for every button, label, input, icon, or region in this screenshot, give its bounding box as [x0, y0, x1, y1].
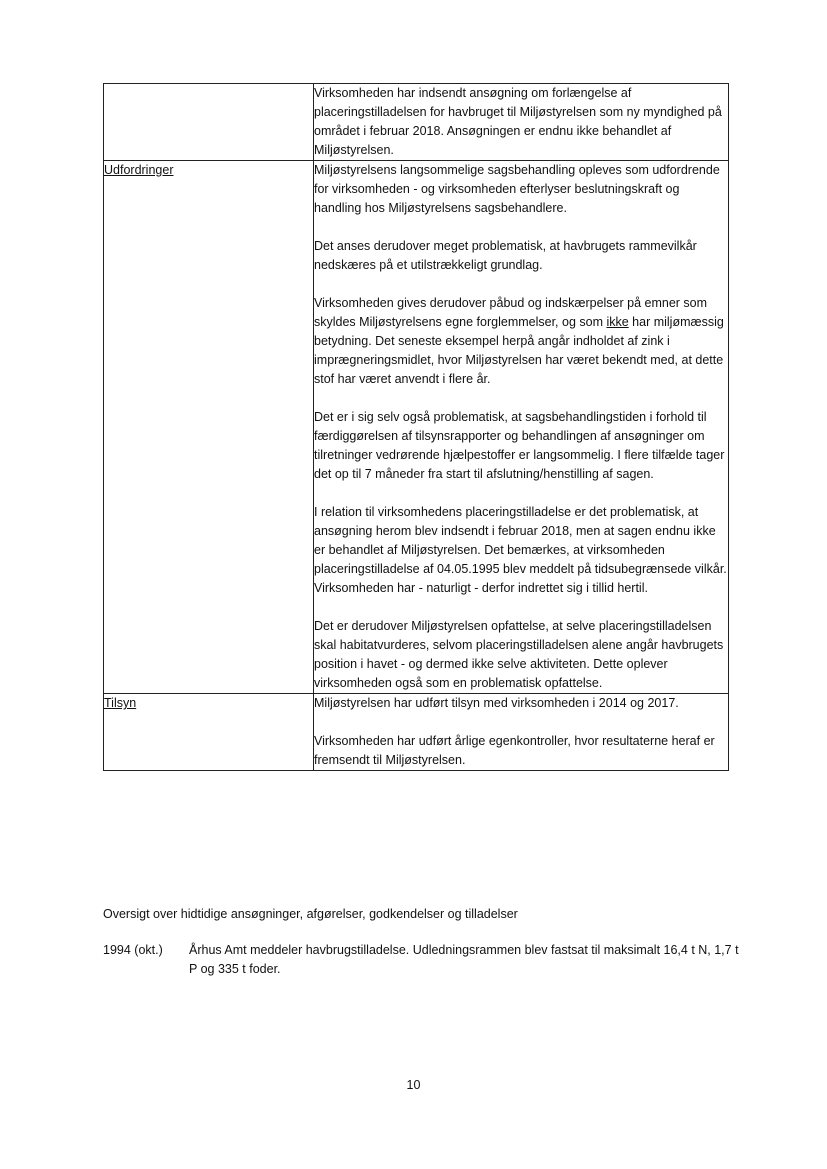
table-row: [104, 694, 729, 771]
section-heading: Oversigt over hidtidige ansøgninger, afgørelser, godkendelser og tilladelser: [103, 907, 518, 921]
page-number: 10: [406, 1078, 421, 1092]
table-row: [104, 84, 729, 161]
paragraph-text: har miljømæssig betydning. Det seneste eksempel herpå angår indholdet af zink i imprægneringsmidlet, hvor Miljøstyrelsen har været bekendt med, at dette stof har været anvendt i flere år.: [314, 315, 724, 386]
paragraph: Miljøstyrelsen har udført tilsyn med virksomheden i 2014 og 2017.: [314, 696, 679, 710]
row-label: Tilsyn: [104, 696, 137, 710]
paragraph: Virksomheden har indsendt ansøgning om forlængelse af placeringstilladelsen for havbruget til Miljøstyrelsen som ny myndighed på området i februar 2018. Ansøgningen er endnu ikke behandlet af Miljøstyrelsen.: [314, 86, 722, 157]
row-label-cell: [104, 161, 314, 694]
row-label: Udfordringer: [104, 163, 174, 177]
paragraph: Miljøstyrelsens langsommelige sagsbehandling opleves som udfordrende for virksomheden - og virksomheden efterlyser beslutningskraft og handling hos Miljøstyrelsens sagsbehandlere.: [314, 163, 720, 215]
info-table: [103, 83, 729, 771]
row-content-cell: [314, 84, 729, 161]
row-content-cell: [314, 161, 729, 694]
paragraph: Det anses derudover meget problematisk, at havbrugets rammevilkår nedskæres på et utilstrækkeligt grundlag.: [314, 239, 697, 272]
history-date: 1994 (okt.): [103, 943, 163, 957]
row-label-cell: [104, 694, 314, 771]
emphasis-underlined: ikke: [606, 315, 629, 329]
row-label-cell: [104, 84, 314, 161]
paragraph: Det er derudover Miljøstyrelsen opfattelse, at selve placeringstilladelsen skal habitatvurderes, selvom placeringstilladelsen alene angår havbrugets position i havet - og dermed ikke selve aktiviteten. Dette oplever virksomheden også som en problematisk opfattelse.: [314, 619, 724, 690]
table-row: [104, 161, 729, 694]
history-text: Århus Amt meddeler havbrugstilladelse. Udledningsrammen blev fastsat til maksimalt 16,4 t N, 1,7 t P og 335 t foder.: [189, 943, 739, 976]
row-content-cell: [314, 694, 729, 771]
paragraph: Virksomheden har udført årlige egenkontroller, hvor resultaterne heraf er fremsendt til Miljøstyrelsen.: [314, 734, 715, 767]
paragraph-text: Virksomheden gives derudover påbud og indskærpelser på emner som skyldes Miljøstyrelsens egne forglemmelser, og som: [314, 296, 708, 329]
paragraph: Det er i sig selv også problematisk, at sagsbehandlingstiden i forhold til færdiggørelsen af tilsynsrapporter og behandlingen af ansøgninger om tilretninger vedrørende hjælpestoffer er langsommelig. I flere tilfælde tager det op til 7 måneder fra start til afslutning/henstilling af sagen.: [314, 410, 725, 481]
paragraph: [314, 294, 728, 389]
paragraph: I relation til virksomhedens placeringstilladelse er det problematisk, at ansøgning herom blev indsendt i februar 2018, men at sagen endnu ikke er behandlet af Miljøstyrelsen. Det bemærkes, at virksomheden placeringstilladelse af 04.05.1995 blev meddelt på tidsubegrænsede vilkår. Virksomheden har - naturligt - derfor indrettet sig i tillid hertil.: [314, 505, 727, 595]
